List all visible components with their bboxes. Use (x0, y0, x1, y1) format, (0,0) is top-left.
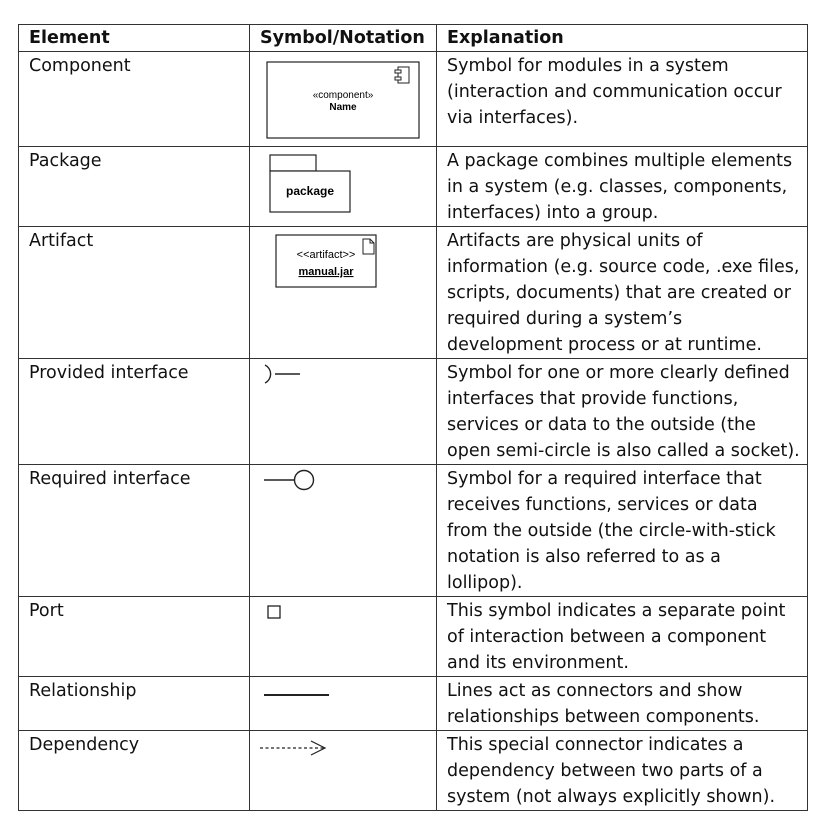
socket-icon (250, 359, 437, 464)
explanation-line: system (not always explicitly shown). (447, 787, 776, 807)
artifact-document-icon (363, 239, 374, 254)
explanation-line: of interaction between a component (447, 627, 767, 647)
table-row (19, 731, 808, 811)
element-name: Provided interface (19, 359, 250, 465)
explanation-line: This symbol indicates a separate point (447, 601, 786, 621)
explanation-line: services or data to the outside (the (447, 415, 756, 435)
element-name: Component (19, 52, 250, 147)
uml-notation-table (18, 24, 808, 811)
solid-line-icon (250, 677, 437, 730)
symbol-cell (250, 597, 437, 677)
symbol-cell (250, 465, 437, 597)
table-row (19, 52, 808, 147)
component-stereotype: «component» (312, 90, 374, 101)
header-symbol: Symbol/Notation (250, 25, 437, 52)
explanation-line: Symbol for modules in a system (447, 56, 729, 76)
artifact-name: manual.jar (298, 266, 354, 278)
package-label: package (285, 184, 335, 198)
table-row (19, 147, 808, 227)
explanation-line: (interaction and communication occur (447, 82, 782, 102)
component-name: Name (329, 102, 357, 113)
explanation-line: interfaces that provide functions, (447, 389, 739, 409)
symbol-cell (250, 677, 437, 731)
table-row (19, 597, 808, 677)
explanation-line: in a system (e.g. classes, components, (447, 177, 788, 197)
dashed-arrow-icon (250, 731, 437, 810)
explanation-line: and its environment. (447, 653, 629, 673)
explanation-cell (437, 597, 808, 677)
header-row (19, 25, 808, 52)
element-name: Artifact (19, 227, 250, 359)
artifact-symbol (250, 227, 437, 358)
artifact-stereotype: <<artifact>> (296, 249, 356, 261)
element-name: Port (19, 597, 250, 677)
header-element: Element (19, 25, 250, 52)
explanation-line: Symbol for a required interface that (447, 469, 762, 489)
symbol-cell (250, 147, 437, 227)
table-row (19, 359, 808, 465)
explanation-line: Symbol for one or more clearly defined (447, 363, 790, 383)
explanation-line: Lines act as connectors and show (447, 681, 743, 701)
explanation-cell (437, 359, 808, 465)
package-icon (250, 147, 437, 226)
explanation-cell (437, 731, 808, 811)
explanation-line: Artifacts are physical units of (447, 231, 703, 251)
explanation-line: scripts, documents) that are created or (447, 283, 791, 303)
lollipop-icon (250, 465, 437, 596)
explanation-line: lollipop). (447, 573, 523, 593)
component-symbol (250, 52, 437, 147)
explanation-cell (437, 465, 808, 597)
header-explanation: Explanation (437, 25, 808, 52)
element-name: Required interface (19, 465, 250, 597)
element-name: Dependency (19, 731, 250, 811)
explanation-line: relationships between components. (447, 707, 760, 727)
explanation-line: required during a system’s (447, 309, 683, 329)
explanation-line: dependency between two parts of a (447, 761, 763, 781)
explanation-line: notation is also referred to as a (447, 547, 721, 567)
explanation-line: This special connector indicates a (447, 735, 744, 755)
port-square-icon (250, 597, 437, 676)
explanation-line: interfaces) into a group. (447, 203, 659, 223)
explanation-line: A package combines multiple elements (447, 151, 793, 171)
explanation-line: receives functions, services or data (447, 495, 758, 515)
symbol-cell (250, 731, 437, 811)
symbol-cell (250, 52, 437, 147)
symbol-cell (250, 227, 437, 359)
explanation-line: development process or at runtime. (447, 335, 762, 355)
explanation-cell (437, 147, 808, 227)
explanation-line: open semi-circle is also called a socket). (447, 441, 800, 461)
element-name: Relationship (19, 677, 250, 731)
explanation-cell (437, 677, 808, 731)
table-row (19, 227, 808, 359)
element-name: Package (19, 147, 250, 227)
explanation-cell (437, 227, 808, 359)
table-row (19, 677, 808, 731)
table-row (19, 465, 808, 597)
explanation-line: information (e.g. source code, .exe files, (447, 257, 800, 277)
explanation-line: via interfaces). (447, 108, 579, 128)
explanation-cell (437, 52, 808, 147)
explanation-line: from the outside (the circle-with-stick (447, 521, 776, 541)
symbol-cell (250, 359, 437, 465)
